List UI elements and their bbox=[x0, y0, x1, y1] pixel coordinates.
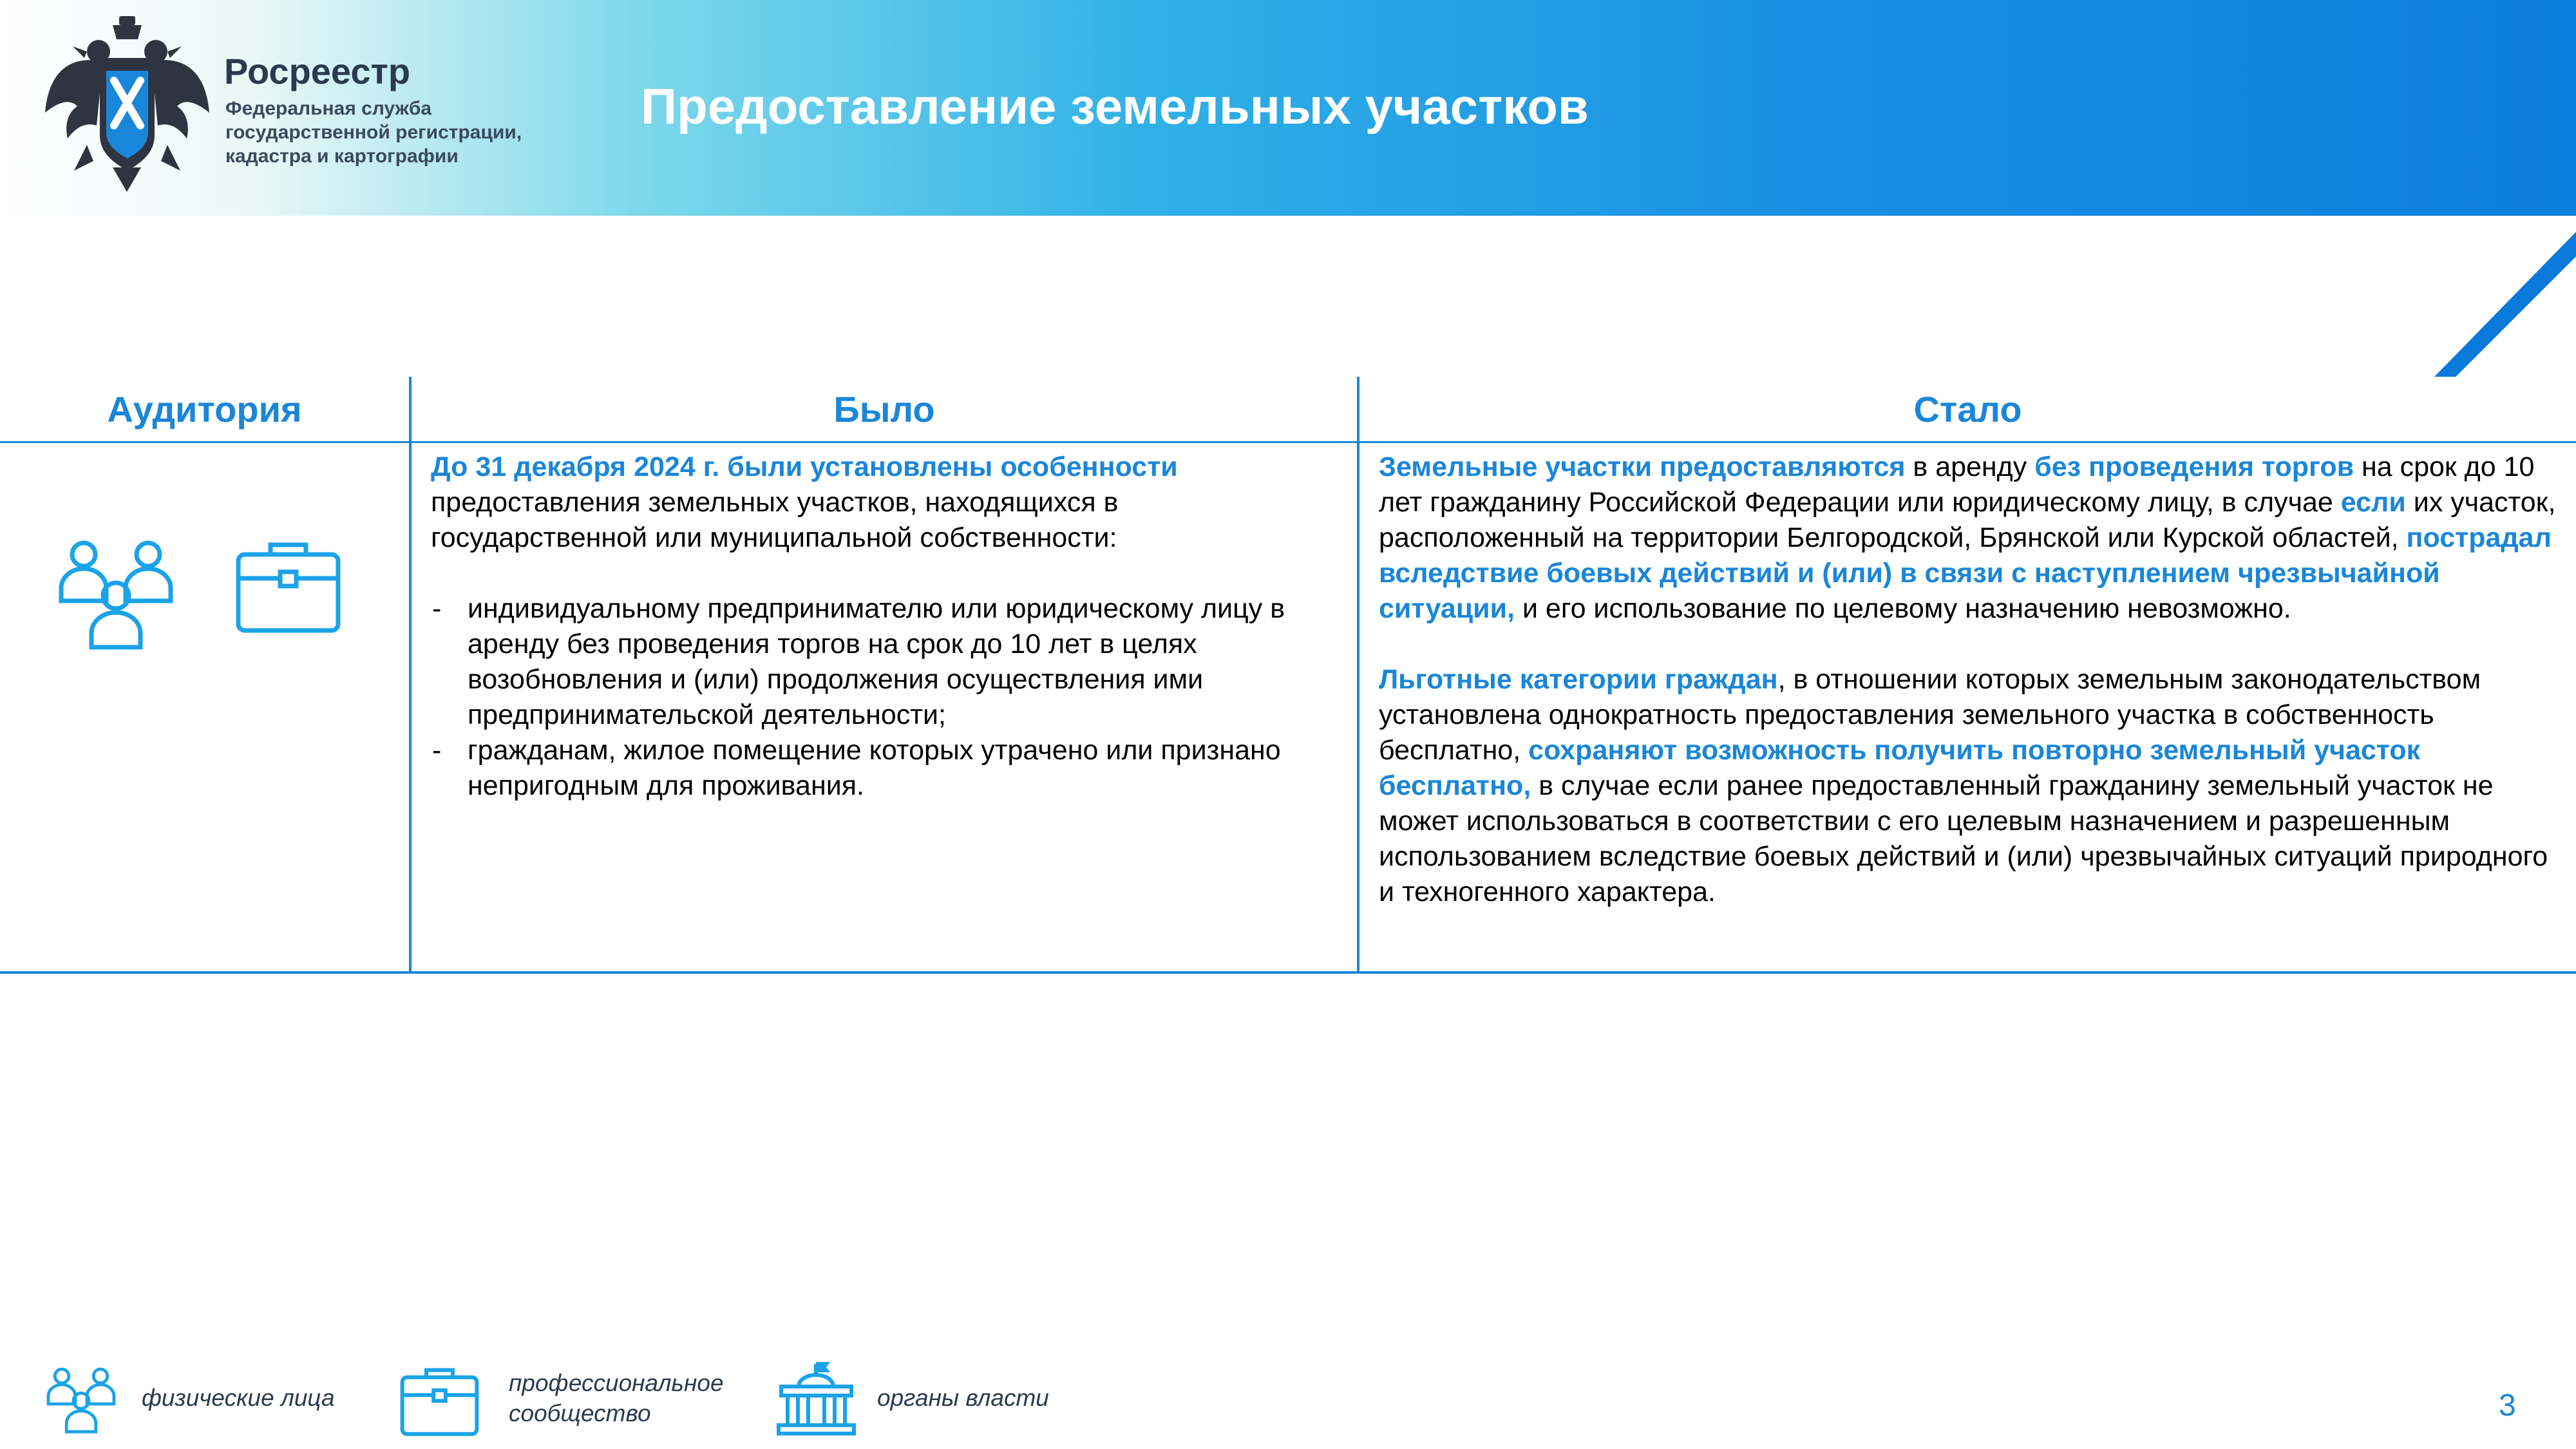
before-intro-highlight: До 31 декабря 2024 г. были установлены особенности bbox=[431, 451, 1178, 482]
rosreestr-emblem-icon bbox=[42, 16, 213, 193]
banner-corner-decoration bbox=[2438, 248, 2576, 377]
after-p1-highlight: Земельные участки предоставляются bbox=[1379, 451, 1906, 482]
brand-subtitle: Федеральная служба государственной регистрации, кадастра и картографии bbox=[225, 98, 522, 167]
list-item: - гражданам, жилое помещение которых утрачено или признано непригодным для проживания. bbox=[431, 733, 1338, 804]
table-header-row bbox=[0, 377, 2576, 442]
before-intro-text: предоставления земельных участков, находящихся в государственной или муниципальной собственности: bbox=[431, 487, 1119, 553]
after-p2-text: в случае если ранее предоставленный гражданину земельный участок не может использоваться в соответствии с его целевым назначением и разрешенным использованием вследствие боевых действий и (или) чрезвычайных ситуаций природного и техногенного характера. bbox=[1379, 770, 2548, 907]
after-cell bbox=[1358, 442, 2576, 973]
legend-individuals: физические лица bbox=[142, 1385, 335, 1411]
after-p2-highlight: Льготные категории граждан bbox=[1379, 664, 1778, 695]
law-title: Федеральный закон от 20.03.2025 № 35-ФЗ «О внесении изменений в отдельные законодательные акты Российской Федерации» bbox=[68, 252, 1984, 285]
before-list bbox=[431, 591, 1338, 804]
after-p1-highlight: пострадал вследствие боевых действий и (или) в связи с наступлением чрезвычайной ситуации, bbox=[1379, 522, 2552, 624]
after-p1-text: на срок до 10 лет гражданину Российской Федерации или юридическому лицу, в случае bbox=[1379, 451, 2535, 518]
after-p1-text: и его использование по целевому назначению невозможно. bbox=[1515, 593, 2291, 624]
briefcase-icon bbox=[399, 1365, 480, 1437]
header-before: Было bbox=[410, 377, 1358, 442]
after-p1-text: их участок, расположенный на территории Белгородской, Брянской или Курской областей, bbox=[1379, 487, 2556, 553]
header-audience: Аудитория bbox=[0, 377, 410, 442]
briefcase-icon bbox=[235, 538, 341, 635]
comparison-table bbox=[0, 377, 2576, 974]
brand-name: Росреестр bbox=[224, 51, 411, 91]
after-p1-highlight: если bbox=[2340, 487, 2406, 518]
people-group-icon bbox=[58, 536, 174, 652]
list-item: - индивидуальному предпринимателю или юридическому лицу в аренду без проведения торгов на срок до 10 лет в целях возобновления и (или) продолжения осуществления ими предпринимательской деятельности; bbox=[431, 591, 1338, 733]
government-building-icon bbox=[776, 1361, 857, 1437]
after-p2-text: , в отношении которых земельным законодательством установлена однократность предоставления земельного участка в собственность бесплатно, bbox=[1379, 664, 2481, 766]
table-row bbox=[0, 442, 2576, 973]
legend-professional: профессиональное сообщество bbox=[509, 1370, 724, 1426]
audience-cell bbox=[0, 442, 410, 973]
page-number: 3 bbox=[2499, 1388, 2516, 1423]
legend-authorities: органы власти bbox=[877, 1385, 1049, 1411]
page-title: Предоставление земельных участков bbox=[641, 78, 1589, 135]
after-p1-highlight: без проведения торгов bbox=[2034, 451, 2354, 482]
after-p1-text: в аренду bbox=[1905, 451, 2035, 482]
after-p2-highlight: сохраняют возможность получить повторно земельный участок бесплатно, bbox=[1379, 735, 2421, 801]
header-after: Стало bbox=[1358, 377, 2576, 442]
people-group-icon bbox=[46, 1365, 116, 1435]
before-cell bbox=[410, 442, 1358, 973]
law-effective-date: (вступил в силу 31.03.2025) bbox=[2074, 327, 2412, 355]
